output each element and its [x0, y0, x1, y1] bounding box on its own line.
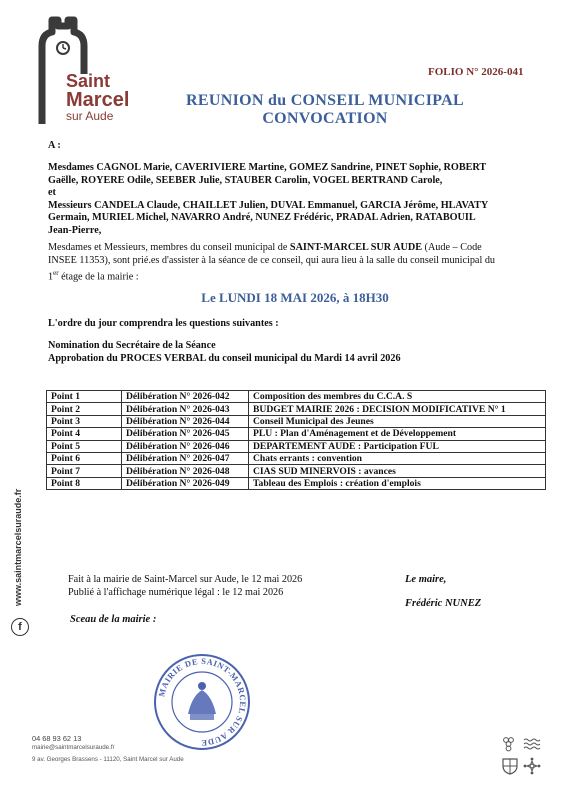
messieurs-line-2: Germain, MURIEL Michel, NAVARRO André, NUNEZ Frédéric, PRADAL Adrien, RATABOUIL	[48, 212, 476, 224]
intro-line-2: INSEE 11353), sont prié.es d'assister à la séance de ce conseil, qui aura lieu à la salle du conseil municipal du	[48, 254, 496, 266]
agenda-row	[47, 428, 546, 440]
messieurs-line-3: Jean-Pierre,	[48, 224, 102, 236]
shield-icon	[500, 756, 520, 776]
page-title	[140, 92, 510, 128]
agenda-deliberation: Délibération N° 2026-045	[122, 428, 249, 440]
agenda-table	[46, 390, 546, 490]
agenda-subject: Conseil Municipal des Jeunes	[249, 415, 546, 427]
agenda-subject: Composition des membres du C.C.A. S	[249, 391, 546, 403]
agenda-subject: DEPARTEMENT AUDE : Participation FUL	[249, 440, 546, 452]
footer-phone: 04 68 93 62 13	[32, 734, 82, 743]
commune-name: SAINT-MARCEL SUR AUDE	[289, 242, 422, 253]
footer-address: 9 av. Georges Brassens - 11120, Saint Marcel sur Aude	[32, 756, 184, 763]
folio-number: FOLIO N° 2026-041	[428, 66, 524, 78]
agenda-subject: BUDGET MAIRIE 2026 : DECISION MODIFICATIVE N° 1	[249, 403, 546, 415]
recipients-block	[48, 162, 518, 238]
logo-word-saint: Saint	[66, 71, 111, 91]
agenda-point: Point 5	[47, 440, 122, 452]
intro-text-a: Mesdames et Messieurs, membres du conseil municipal de	[48, 242, 290, 253]
agenda-subject: Tableau des Emplois : création d'emplois	[249, 477, 546, 489]
preliminary-item-1: Nomination du Secrétaire de la Séance	[48, 340, 216, 351]
intro-line-3: étage de la mairie :	[58, 271, 139, 283]
intro-text-c: (Aude – Code	[422, 242, 482, 253]
agenda-subject: PLU : Plan d'Aménagement et de Développement	[249, 428, 546, 440]
to-label: A :	[48, 140, 61, 151]
grape-icon	[500, 734, 520, 754]
intro-paragraph	[48, 242, 523, 284]
agenda-deliberation: Délibération N° 2026-042	[122, 391, 249, 403]
agenda-deliberation: Délibération N° 2026-047	[122, 452, 249, 464]
footer-contact	[32, 734, 184, 764]
logo-word-marcel: Marcel	[66, 89, 130, 111]
agenda-row	[47, 415, 546, 427]
published-date: Publié à l'affichage numérique légal : le 12 mai 2026	[68, 586, 284, 598]
agenda-deliberation: Délibération N° 2026-049	[122, 477, 249, 489]
closing-block	[68, 574, 302, 599]
seal-label: Sceau de la mairie :	[70, 614, 157, 625]
agenda-deliberation: Délibération N° 2026-043	[122, 403, 249, 415]
agenda-point: Point 4	[47, 428, 122, 440]
agenda-row	[47, 403, 546, 415]
agenda-deliberation: Délibération N° 2026-044	[122, 415, 249, 427]
title-line-2: CONVOCATION	[262, 110, 388, 127]
wave-icon	[522, 734, 542, 754]
preliminary-items	[48, 340, 401, 365]
mesdames-line-2: Gaëlle, ROYERE Odile, SEEBER Julie, STAUBER Carolin, VOGEL BERTRAND Carole,	[48, 174, 443, 186]
agenda-deliberation: Délibération N° 2026-046	[122, 440, 249, 452]
mayor-label: Le maire,	[405, 574, 447, 585]
preliminary-item-2: Approbation du PROCES VERBAL du conseil municipal du Mardi 14 avril 2026	[48, 352, 401, 364]
agenda-point: Point 2	[47, 403, 122, 415]
agenda-row	[47, 465, 546, 477]
agenda-row	[47, 391, 546, 403]
mairie-logo	[30, 12, 130, 127]
agenda-deliberation: Délibération N° 2026-048	[122, 465, 249, 477]
agenda-row	[47, 440, 546, 452]
agenda-point: Point 3	[47, 415, 122, 427]
mesdames-line-1: Mesdames CAGNOL Marie, CAVERIVIERE Martine, GOMEZ Sandrine, PINET Sophie, ROBERT	[48, 162, 487, 173]
made-at: Fait à la mairie de Saint-Marcel sur Aude, le 12 mai 2026	[68, 574, 303, 585]
agenda-point: Point 6	[47, 452, 122, 464]
occitan-cross-icon	[522, 756, 542, 776]
footer-email: mairie@saintmarcelsuraude.fr	[32, 744, 115, 751]
mayor-name: Frédéric NUNEZ	[405, 598, 482, 609]
intro-floor-sup: er	[53, 269, 59, 278]
meeting-date: Le LUNDI 18 MAI 2026, à 18H30	[201, 290, 389, 305]
logo-word-sur-aude: sur Aude	[66, 109, 114, 123]
title-line-1: REUNION du CONSEIL MUNICIPAL	[186, 92, 464, 109]
agenda-point: Point 8	[47, 477, 122, 489]
agenda-row	[47, 452, 546, 464]
facebook-icon[interactable]: f	[11, 618, 29, 636]
agenda-point: Point 1	[47, 391, 122, 403]
agenda-intro: L'ordre du jour comprendra les questions suivantes :	[48, 318, 279, 329]
agenda-subject: Chats errants : convention	[249, 452, 546, 464]
seal-text: MAIRIE DE SAINT-MARCEL SUR AUDE	[157, 656, 248, 748]
agenda-row	[47, 477, 546, 489]
website-vertical: www.saintmarcelsuraude.fr	[13, 488, 23, 606]
agenda-subject: CIAS SUD MINERVOIS : avances	[249, 465, 546, 477]
messieurs-line-1: Messieurs CANDELA Claude, CHAILLET Julien, DUVAL Emmanuel, GARCIA Jérôme, HLAVATY	[48, 199, 489, 211]
agenda-point: Point 7	[47, 465, 122, 477]
intro-floor: 1	[48, 271, 54, 283]
et-line: et	[48, 187, 56, 199]
